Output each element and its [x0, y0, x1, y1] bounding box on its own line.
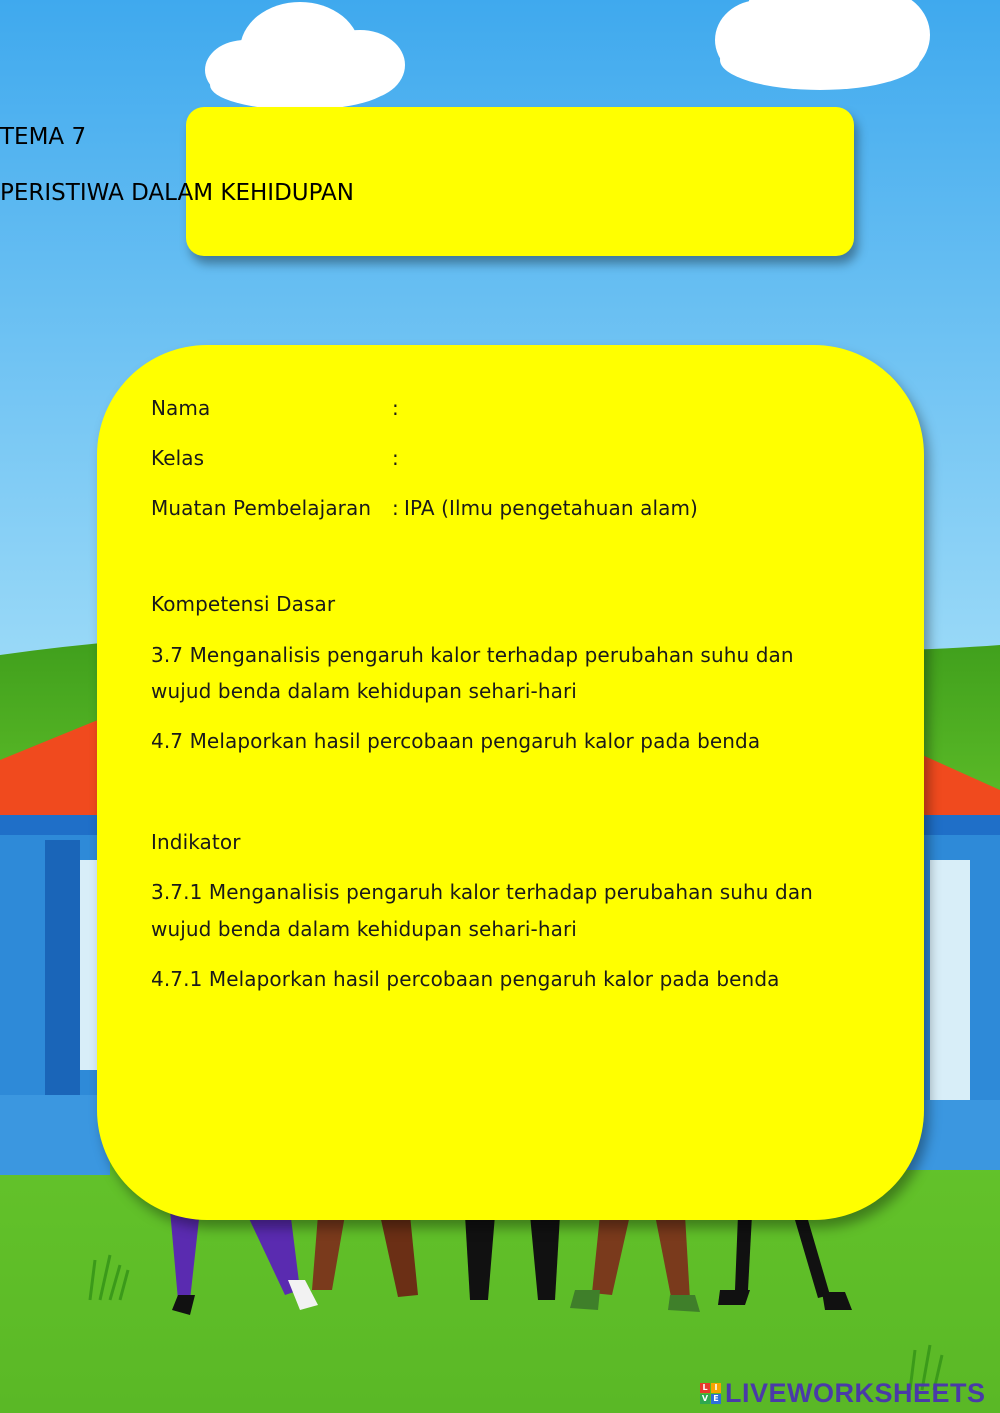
subject-colon: :: [392, 496, 399, 520]
class-label: Kelas: [151, 446, 205, 470]
logo-letter-v: V: [701, 1394, 709, 1403]
indicator-heading: Indikator: [151, 830, 241, 854]
competency-item-2: 4.7 Melaporkan hasil percobaan pengaruh kalor pada benda: [151, 729, 761, 753]
info-card: [97, 345, 924, 1220]
house-left: [0, 715, 110, 1175]
liveworksheets-logo[interactable]: [700, 1378, 986, 1409]
logo-letter-e: E: [711, 1394, 721, 1404]
logo-letter-i: I: [711, 1383, 721, 1393]
logo-text: LIVEWORKSHEETS: [725, 1378, 986, 1408]
theme-number: TEMA 7: [0, 124, 87, 150]
logo-letter-l: L: [700, 1383, 710, 1393]
name-label: Nama: [151, 396, 211, 420]
theme-title: PERISTIWA DALAM KEHIDUPAN: [0, 180, 354, 206]
name-colon: :: [392, 396, 399, 420]
competency-item-1-cont: wujud benda dalam kehidupan sehari-hari: [151, 679, 577, 703]
logo-icon: [700, 1383, 721, 1404]
competency-item-1: 3.7 Menganalisis pengaruh kalor terhadap perubahan suhu dan: [151, 643, 794, 667]
subject-label: Muatan Pembelajaran: [151, 496, 372, 520]
indicator-item-1-cont: wujud benda dalam kehidupan sehari-hari: [151, 917, 577, 941]
cloud-right: [715, 0, 930, 90]
subject-value: IPA (Ilmu pengetahuan alam): [404, 496, 698, 520]
class-colon: :: [392, 446, 399, 470]
indicator-item-2: 4.7.1 Melaporkan hasil percobaan pengaruh kalor pada benda: [151, 967, 780, 991]
indicator-item-1: 3.7.1 Menganalisis pengaruh kalor terhadap perubahan suhu dan: [151, 880, 813, 904]
competency-heading: Kompetensi Dasar: [151, 592, 336, 616]
